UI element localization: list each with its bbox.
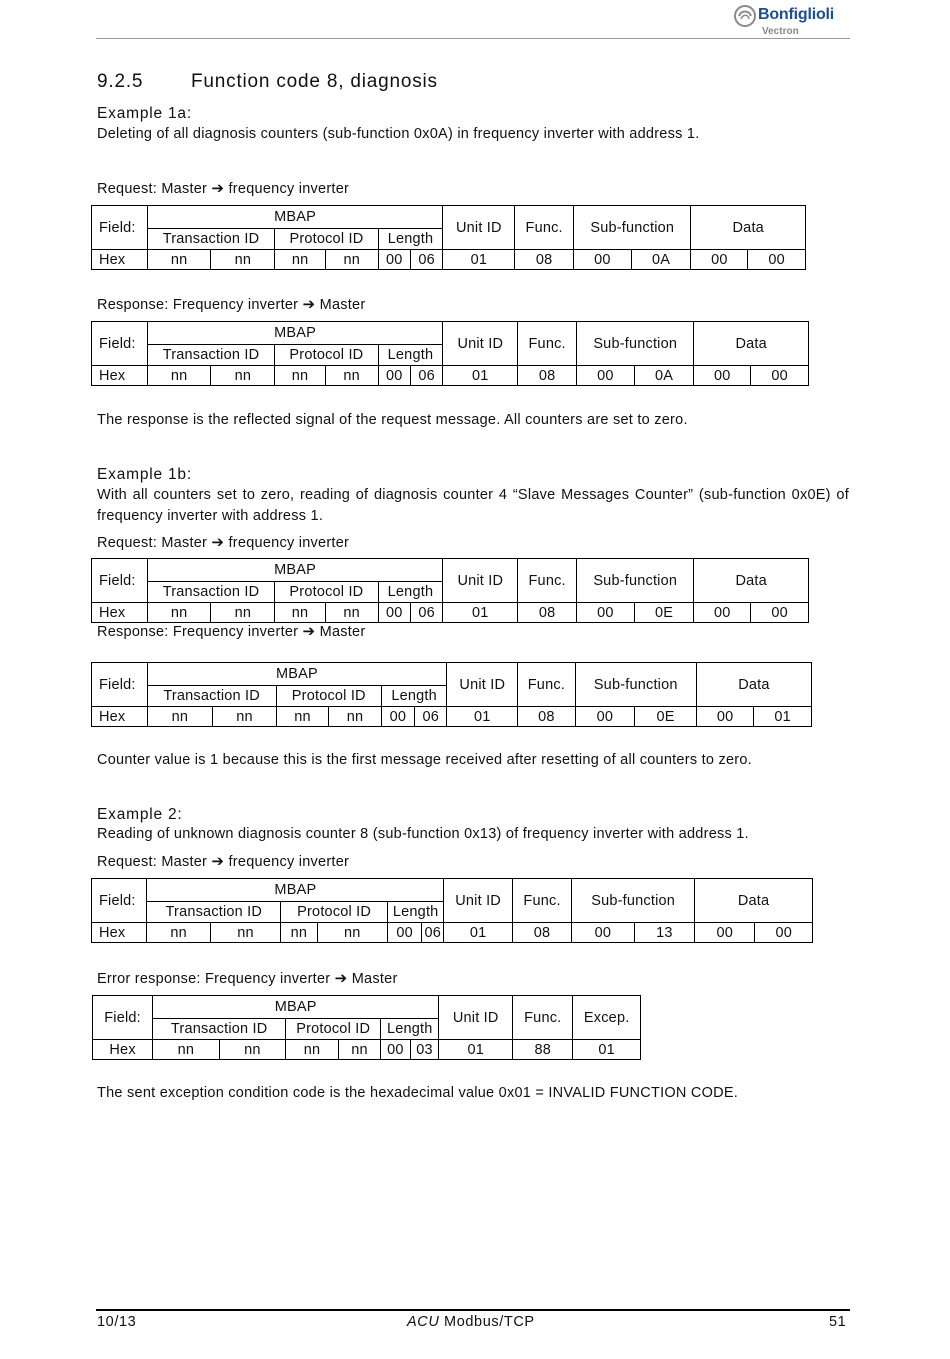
- footer-date: 10/13: [97, 1314, 137, 1330]
- example-1b-response-label: Response: Frequency inverter ➔ Master: [97, 623, 366, 640]
- unit-id-header: Unit ID: [444, 879, 512, 923]
- hex-cell: 08: [518, 707, 576, 727]
- example-2-heading: Example 2:: [97, 806, 183, 823]
- arrow-right-icon: ➔: [302, 296, 316, 313]
- hex-cell: nn: [276, 707, 329, 727]
- length-header: Length: [378, 582, 443, 603]
- example-1a-description: Deleting of all diagnosis counters (sub-function 0x0A) in frequency inverter with address 1.: [97, 126, 700, 142]
- section-number: 9.2.5: [97, 71, 144, 92]
- length-header: Length: [381, 686, 447, 707]
- example-1b-response-table: [91, 662, 812, 727]
- arrow-right-icon: ➔: [334, 970, 348, 987]
- transaction-id-header: Transaction ID: [153, 1019, 286, 1040]
- footer-page-number: 51: [829, 1314, 847, 1330]
- hex-cell: nn: [153, 1040, 220, 1060]
- hex-cell: 01: [754, 707, 812, 727]
- hex-cell: 88: [513, 1040, 573, 1060]
- length-header: Length: [378, 345, 443, 366]
- func-header: Func.: [518, 322, 577, 366]
- hex-cell: 08: [515, 250, 574, 270]
- hex-cell: 06: [410, 250, 442, 270]
- bonfiglioli-swirl-icon: [734, 5, 756, 27]
- protocol-id-header: Protocol ID: [275, 345, 378, 366]
- hex-cell: nn: [275, 366, 326, 386]
- transaction-id-header: Transaction ID: [147, 686, 276, 707]
- hex-cell: nn: [281, 923, 317, 943]
- transaction-id-header: Transaction ID: [147, 229, 275, 250]
- hex-cell: 00: [695, 923, 755, 943]
- hex-cell: nn: [211, 250, 275, 270]
- example-1b-description: With all counters set to zero, reading of diagnosis counter 4 “Slave Messages Counter” (sub-function 0x0E) of frequency inverter with address 1.: [97, 487, 849, 524]
- mbap-header: MBAP: [147, 879, 444, 902]
- length-header: Length: [387, 902, 443, 923]
- hex-cell: 00: [378, 603, 410, 623]
- arrow-right-icon: ➔: [211, 534, 225, 551]
- mbap-header: MBAP: [147, 322, 443, 345]
- mbap-header: MBAP: [147, 663, 447, 686]
- mbap-header: MBAP: [153, 996, 439, 1019]
- sub-function-header: Sub-function: [572, 879, 695, 923]
- func-header: Func.: [518, 559, 577, 603]
- hex-cell: 00: [574, 250, 632, 270]
- hex-cell: nn: [147, 707, 213, 727]
- hex-cell: 06: [410, 603, 442, 623]
- field-header: Field:: [92, 879, 147, 923]
- hex-cell: 00: [575, 707, 635, 727]
- hex-cell: nn: [147, 366, 211, 386]
- hex-cell: 0A: [631, 250, 691, 270]
- transaction-id-header: Transaction ID: [147, 902, 281, 923]
- example-1a-response-table: [91, 321, 809, 386]
- hex-cell: 00: [387, 923, 421, 943]
- hex-cell: nn: [275, 603, 326, 623]
- hex-cell: 01: [444, 923, 512, 943]
- hex-cell: 06: [410, 366, 442, 386]
- transaction-id-header: Transaction ID: [147, 345, 275, 366]
- example-1b-request-label: Request: Master ➔ frequency inverter: [97, 534, 350, 551]
- hex-cell: 01: [573, 1040, 641, 1060]
- hex-cell: 00: [381, 707, 414, 727]
- hex-cell: 00: [577, 366, 635, 386]
- protocol-id-header: Protocol ID: [275, 582, 378, 603]
- hex-cell: 01: [443, 250, 515, 270]
- hex-cell: 00: [755, 923, 813, 943]
- hex-cell: 00: [751, 366, 809, 386]
- hex-cell: 00: [696, 707, 754, 727]
- hex-cell: nn: [219, 1040, 286, 1060]
- hex-cell: 13: [634, 923, 694, 943]
- hex-cell: nn: [210, 923, 280, 943]
- protocol-id-header: Protocol ID: [275, 229, 378, 250]
- field-header: Field:: [92, 559, 148, 603]
- protocol-id-header: Protocol ID: [281, 902, 388, 923]
- hex-cell: 00: [378, 250, 410, 270]
- hex-label: Hex: [92, 366, 148, 386]
- hex-cell: 00: [691, 250, 748, 270]
- hex-cell: 01: [443, 366, 518, 386]
- example-1a-request-table: [91, 205, 806, 270]
- func-header: Func.: [513, 996, 573, 1040]
- unit-id-header: Unit ID: [439, 996, 513, 1040]
- hex-cell: 00: [748, 250, 806, 270]
- unit-id-header: Unit ID: [443, 559, 518, 603]
- func-header: Func.: [515, 206, 574, 250]
- hex-cell: nn: [147, 250, 211, 270]
- hex-cell: 00: [577, 603, 635, 623]
- hex-label: Hex: [92, 707, 148, 727]
- example-2-description: Reading of unknown diagnosis counter 8 (sub-function 0x13) of frequency inverter with address 1.: [97, 826, 749, 842]
- unit-id-header: Unit ID: [443, 206, 515, 250]
- hex-cell: 00: [378, 366, 410, 386]
- transaction-id-header: Transaction ID: [147, 582, 275, 603]
- section-heading: [97, 71, 438, 93]
- unit-id-header: Unit ID: [447, 663, 518, 707]
- hex-cell: 03: [410, 1040, 439, 1060]
- example-1a-heading: Example 1a:: [97, 105, 192, 122]
- example-1a-response-label: Response: Frequency inverter ➔ Master: [97, 296, 366, 313]
- hex-cell: nn: [325, 250, 378, 270]
- example-1b-note: Counter value is 1 because this is the first message received after resetting of all counters to zero.: [97, 752, 752, 768]
- hex-cell: nn: [211, 603, 275, 623]
- arrow-right-icon: ➔: [302, 623, 316, 640]
- hex-label: Hex: [92, 250, 148, 270]
- hex-cell: 00: [694, 603, 751, 623]
- data-header: Data: [694, 559, 809, 603]
- sub-function-header: Sub-function: [577, 559, 694, 603]
- section-title: Function code 8, diagnosis: [191, 71, 438, 92]
- hex-cell: 00: [572, 923, 634, 943]
- hex-cell: 01: [447, 707, 518, 727]
- field-header: Field:: [92, 322, 148, 366]
- length-header: Length: [378, 229, 443, 250]
- footer-product-rest: Modbus/TCP: [439, 1314, 535, 1330]
- data-header: Data: [694, 322, 809, 366]
- footer-product-italic: ACU: [407, 1314, 440, 1330]
- arrow-right-icon: ➔: [211, 180, 225, 197]
- hex-cell: nn: [329, 707, 382, 727]
- example-1a-request-label: Request: Master ➔ frequency inverter: [97, 180, 350, 197]
- hex-cell: nn: [325, 366, 378, 386]
- sub-function-header: Sub-function: [575, 663, 696, 707]
- example-2-request-table: [91, 878, 813, 943]
- unit-id-header: Unit ID: [443, 322, 518, 366]
- func-header: Func.: [512, 879, 571, 923]
- footer-product: [407, 1314, 535, 1330]
- footer-divider: [96, 1309, 850, 1311]
- excep-header: Excep.: [573, 996, 641, 1040]
- example-1b-request-table: [91, 558, 809, 623]
- hex-cell: 06: [415, 707, 447, 727]
- logo-brand-text: Bonfiglioli: [758, 6, 835, 23]
- example-2-note: The sent exception condition code is the hexadecimal value 0x01 = INVALID FUNCTION CODE.: [97, 1085, 739, 1101]
- mbap-header: MBAP: [147, 559, 443, 582]
- hex-cell: nn: [286, 1040, 339, 1060]
- func-header: Func.: [518, 663, 576, 707]
- header-divider: [96, 38, 850, 39]
- hex-cell: nn: [317, 923, 387, 943]
- bonfiglioli-logo: [734, 4, 852, 38]
- hex-cell: 08: [518, 366, 577, 386]
- hex-cell: nn: [147, 603, 211, 623]
- hex-cell: nn: [338, 1040, 380, 1060]
- hex-cell: nn: [213, 707, 277, 727]
- hex-cell: 0E: [634, 603, 694, 623]
- hex-cell: 01: [443, 603, 518, 623]
- hex-cell: nn: [211, 366, 275, 386]
- protocol-id-header: Protocol ID: [286, 1019, 381, 1040]
- hex-label: Hex: [92, 603, 148, 623]
- mbap-header: MBAP: [147, 206, 443, 229]
- example-1b-heading: Example 1b:: [97, 466, 192, 483]
- hex-cell: 0E: [635, 707, 697, 727]
- hex-cell: 00: [751, 603, 809, 623]
- sub-function-header: Sub-function: [574, 206, 691, 250]
- protocol-id-header: Protocol ID: [276, 686, 381, 707]
- hex-cell: 08: [512, 923, 571, 943]
- field-header: Field:: [92, 663, 148, 707]
- hex-cell: 08: [518, 603, 577, 623]
- hex-cell: 0A: [634, 366, 694, 386]
- example-2-error-label: Error response: Frequency inverter ➔ Master: [97, 970, 398, 987]
- hex-cell: nn: [275, 250, 326, 270]
- hex-label: Hex: [93, 1040, 153, 1060]
- arrow-right-icon: ➔: [211, 853, 225, 870]
- example-1a-note: The response is the reflected signal of the request message. All counters are set to zero.: [97, 412, 688, 428]
- field-header: Field:: [92, 206, 148, 250]
- hex-cell: 00: [694, 366, 751, 386]
- data-header: Data: [696, 663, 811, 707]
- hex-label: Hex: [92, 923, 147, 943]
- hex-cell: nn: [325, 603, 378, 623]
- hex-cell: 06: [422, 923, 444, 943]
- hex-cell: 01: [439, 1040, 513, 1060]
- length-header: Length: [381, 1019, 439, 1040]
- logo-sub-text: Vectron: [762, 26, 799, 37]
- data-header: Data: [695, 879, 813, 923]
- data-header: Data: [691, 206, 806, 250]
- field-header: Field:: [93, 996, 153, 1040]
- hex-cell: nn: [147, 923, 210, 943]
- sub-function-header: Sub-function: [577, 322, 694, 366]
- example-2-request-label: Request: Master ➔ frequency inverter: [97, 853, 350, 870]
- hex-cell: 00: [381, 1040, 411, 1060]
- example-2-error-table: [92, 995, 641, 1060]
